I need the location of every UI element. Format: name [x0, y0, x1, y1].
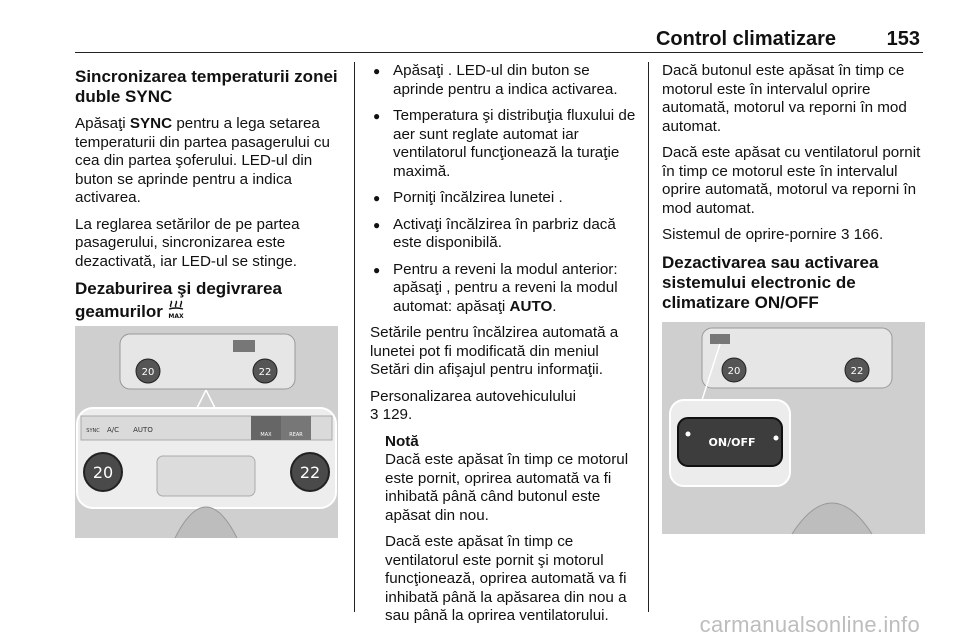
- note-box: [370, 433, 640, 626]
- panel-drawing: [75, 326, 338, 538]
- sync-keyword: SYNC: [129, 115, 173, 132]
- climate-panel-illustration: [75, 326, 338, 538]
- list-item: ● Activaţi încălzirea în parbriz dacă este disponibilă.: [370, 216, 640, 253]
- note-title: Notă: [385, 432, 419, 450]
- heading-text: Dezaburirea şi degivrarea geamurilor: [75, 279, 282, 321]
- paragraph-sync: [75, 115, 343, 208]
- ac-button-label: A/C: [106, 426, 120, 434]
- page-number: 153: [886, 28, 920, 50]
- section-heading-onoff: Dezactivarea sau activarea sistemului electronic de climatizare ON/OFF: [662, 252, 879, 312]
- text-run: Pentru a reveni la modul anterior: apăsaţi , pentru a reveni la modul automat: apăsaţi: [393, 260, 618, 315]
- small-temp-left: 20: [141, 367, 155, 378]
- rear-button-label: REAR: [289, 432, 303, 438]
- text-run: Personalizarea autovehiculului: [370, 387, 577, 405]
- small-temp-left: 20: [727, 366, 741, 377]
- sync-button-label: SYNC: [86, 428, 100, 434]
- max-button-label: MAX: [260, 432, 272, 438]
- text-run: pentru a lega setarea temperaturii din partea pasagerului cu cea din partea şoferului. LED-ul din buton se aprinde pentru a indica activarea.: [75, 115, 330, 206]
- page-reference: 3 129.: [370, 406, 413, 423]
- onoff-panel-illustration: [662, 322, 925, 534]
- paragraph-personalization: [370, 388, 640, 425]
- auto-keyword: AUTO: [509, 297, 553, 315]
- onoff-drawing: [662, 322, 925, 534]
- paragraph-rear-heating: Setările pentru încălzirea automată a lunetei pot fi modificată din meniul Setări din afişajul pentru informaţii.: [370, 324, 619, 378]
- list-item: ● Apăsaţi . LED-ul din buton se aprinde pentru a indica activarea.: [370, 62, 640, 99]
- list-item: ● Temperatura şi distribuţia fluxului de aer sunt reglate automat iar ventilatorul funcţionează la turaţie maximă.: [370, 107, 640, 181]
- svg-text:MAX: MAX: [167, 313, 184, 319]
- list-item: [370, 261, 640, 317]
- temp-left-value: 20: [92, 463, 114, 482]
- small-temp-right: 22: [850, 366, 864, 377]
- column-1: [75, 62, 343, 330]
- header-rule: [75, 52, 923, 53]
- paragraph-restart-1: Dacă butonul este apăsat în timp ce motorul este în intervalul oprire automată, motorul va reporni în mod automat.: [662, 62, 907, 135]
- paragraph-sync-off: La reglarea setărilor de pe partea pasagerului, sincronizarea este dezactivată, iar LED-ul se stinge.: [75, 215, 300, 270]
- paragraph-restart-2: Dacă este apăsat cu ventilatorul pornit în timp ce motorul este în intervalul oprire automată, motorul va reporni în mod automat.: [662, 144, 921, 217]
- column-2: [370, 62, 640, 634]
- text-run: .: [552, 297, 557, 315]
- column-divider-2: [648, 62, 649, 612]
- column-divider-1: [354, 62, 355, 612]
- onoff-button-label: ON/OFF: [708, 436, 756, 449]
- note-paragraph-2: Dacă este apăsat în timp ce ventilatorul este pornit şi motorul funcţionează, oprirea automată va fi inhibată până la apăsarea din nou a sau până la oprirea ventilatorului.: [385, 533, 627, 624]
- small-temp-right: 22: [258, 367, 272, 378]
- text-run: Apăsaţi: [75, 115, 130, 132]
- watermark: carmanualsonline.info: [699, 612, 920, 637]
- note-paragraph-1: Dacă este apăsat în timp ce motorul este pornit, oprirea automată va fi inhibată până când butonul este apăsat din nou.: [385, 451, 629, 524]
- page-header: [75, 22, 920, 54]
- section-heading-defog: [75, 279, 343, 322]
- list-item: ● Porniţi încălzirea lunetei .: [370, 189, 640, 208]
- section-heading-sync: Sincronizarea temperaturii zonei duble SYNC: [75, 67, 338, 106]
- temp-right-value: 22: [299, 463, 321, 482]
- defrost-max-icon: [168, 299, 184, 319]
- chapter-title: Control climatizare: [655, 28, 836, 50]
- paragraph-stop-start-ref: Sistemul de oprire-pornire 3 166.: [662, 226, 884, 243]
- column-3: [662, 62, 930, 321]
- auto-button-label: AUTO: [133, 426, 153, 434]
